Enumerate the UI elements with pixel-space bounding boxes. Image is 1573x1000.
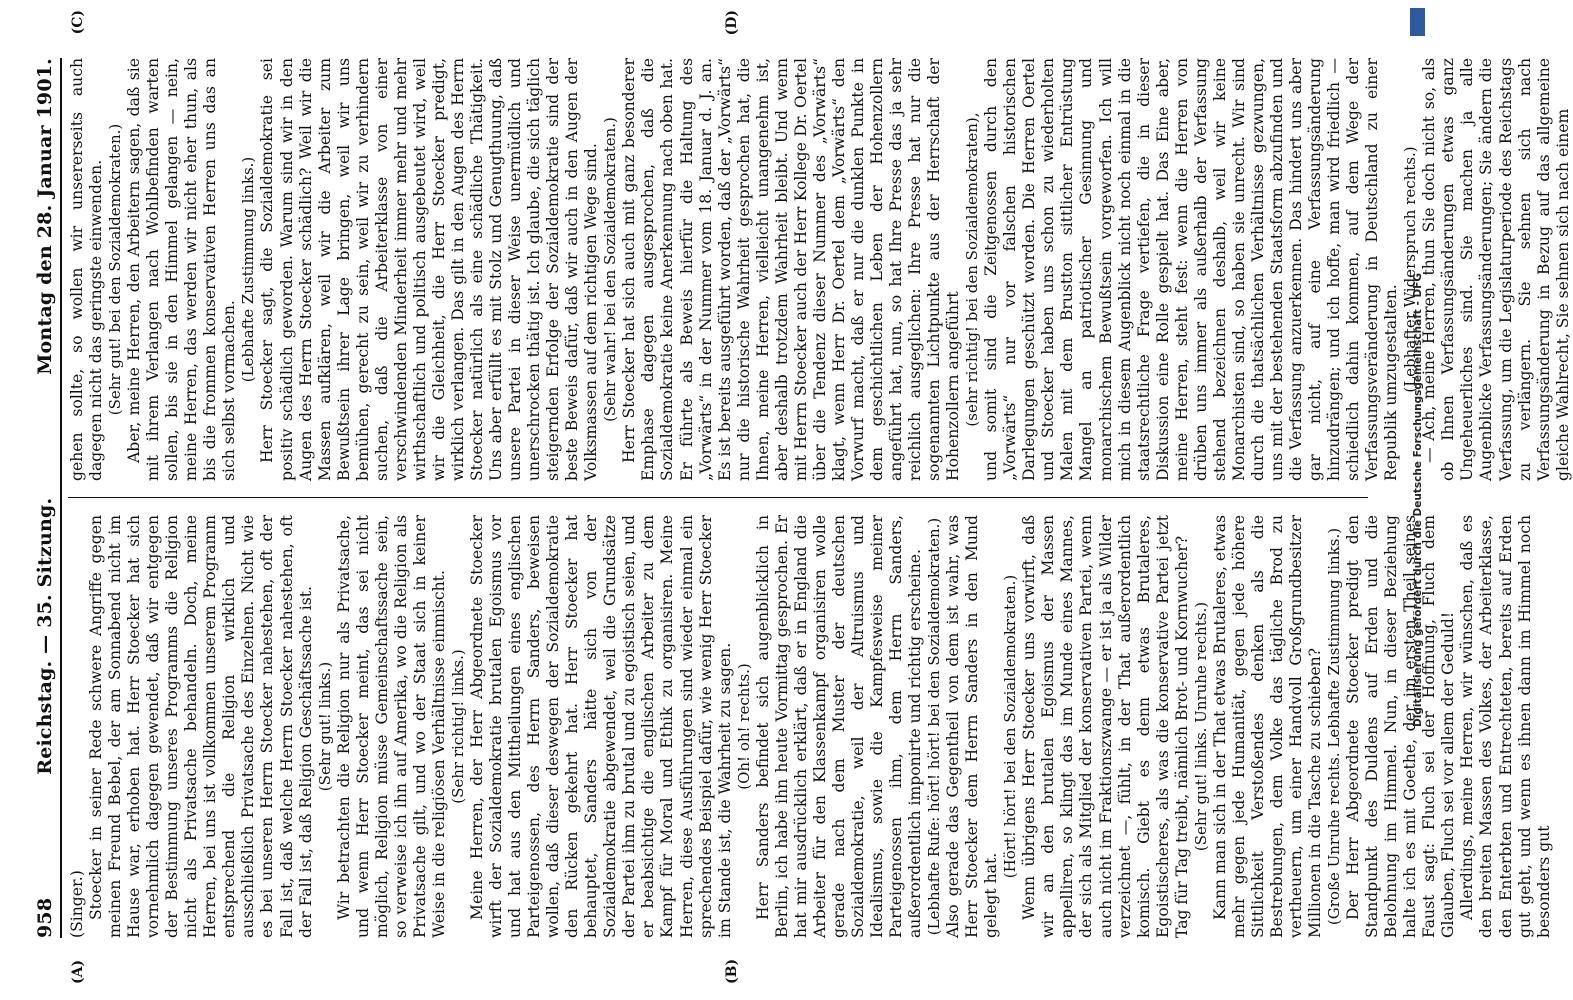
interjection: (Lebhafter Widerspruch rechts.) [1401,146,1420,393]
page-header [22,58,56,938]
paragraph: (Singer.) [68,870,86,938]
paragraph: Wenn übrigens Herr Stoecker uns vorwirft, daß wir an den brutalen Egoismus der Massen appelliren, so klingt das im Munde eines Mannes, der sich als Mitglied der konservativen Partei, wenn auch nicht im Fraktionszwange — er ist ja als Wilder verzeichnet —, fühlt, in der That außerordentlich komisch. Giebt es denn etwas Brutaleres, Egoistischeres, als was die konservative Partei jetzt Tag für Tag treibt, nämlich Brot- und Kornwucher? [1020,515,1191,938]
paragraph: Herr Stoecker hat sich auch mit ganz besonderer Emphase dagegen ausgesprochen, daß die Sozialdemokratie keine Anerkennung nach oben hat. Er führte als Beweis hierfür die Haltung des „Vorwärts“ in der Nummer vom 18. Januar d. J. an. Es ist bereits ausgeführt worden, daß der „Vorwärts“ nur die historische Wahrheit gesprochen hat, die Ihnen, meine Herren, vielleicht unangenehm ist, aber deshalb trotzdem Wahrheit bleibt. Und wenn mit Herrn Stoecker auch der Herr Kollege Dr. Oertel über die Tendenz dieser Nummer des „Vorwärts“ klagt, wenn Herr Dr. Oertel dem „Vorwärts“ den Vorwurf macht, daß er nur die dunklen Punkte in dem geschichtlichen Leben der Hohenzollern angeführt hat, nun, so hat Ihre Presse das ja sehr reichlich ausgeglichen: Ihre Presse hat nur die sogenannten Lichtpunkte aus der Herrschaft der Hohenzollern angeführt [620,58,963,481]
interjection: (Sehr gut! links.) [315,661,334,792]
column-divider [68,497,1368,498]
interjection: (Oh! oh! rechts.) [734,663,753,790]
interjection: (Sehr wahr! bei den Sozialdemokraten.) [601,117,620,422]
interjection: (Sehr gut! bei den Sozialdemokraten.) [106,123,125,416]
header-rule [60,58,62,938]
paragraph: Also gerade das Gegentheil von dem ist wahr, was Herr Stoecker dem Herrn Sanders in den Mund gelegt hat. [944,515,1001,938]
paragraph: Meine Herren, der Herr Abgeordnete Stoecker wirft der Sozialdemokratie brutalen Egoismus vor und hat aus den Mittheilungen eines englischen Parteigenossen, des Herrn Sanders, beweisen wollen, daß dieser deswegen der Sozialdemokratie den Rücken gekehrt hat. Herr Stoecker hat behauptet, Sanders hätte sich von der Sozialdemokratie abgewendet, weil die Grundsätze der Partei ihm zu brutal und zu egoistisch seien, und er beabsichtige die englischen Arbeiter zu dem Kampf für Moral und Ethik zu organisiren. Meine Herren, diese Ausführungen sind wieder einmal ein sprechendes Beispiel dafür, wie wenig Herr Stoecker im Stande ist, die Wahrheit zu sagen. [467,515,734,938]
paragraph: Der Herr Abgeordnete Stoecker predigt den Standpunkt des Duldens auf Erden und die Belohnung im Himmel. Nun, in dieser Beziehung halte ich es mit Goethe, der im ersten Theil seines Faust sagt: Fluch sei der Hoffnung, Fluch dem Glauben, Fluch sei vor allem der Geduld! [1344,515,1458,938]
left-column [68,515,1553,938]
interjection: (Lebhafte Rufe: hört! hört! bei den Sozialdemokraten.) [925,517,944,936]
paragraph: Herr Sanders befindet sich augenblicklich in Berlin, ich habe ihn heute Vormittag gesprochen. Er hat mir ausdrücklich erklärt, daß er in England die Arbeiter für den Klassenkampf organisiren wolle gerade nach dem Muster der deutschen Sozialdemokratie, weil der Altruismus und Idealismus, sowie die Kampfesweise meiner Parteigenossen ihm, dem Herrn Sanders, außerordentlich imponirte und richtig erscheine. [753,515,925,938]
paragraph: Kann man sich in der That etwas Brutaleres, etwas mehr gegen jede Humanität, gegen jede höhere Sittlichkeit Verstoßendes denken als die Bestrebungen, dem Volke das tägliche Brod zu vertheuern, um einer Handvoll Großgrundbesitzer Millionen in die Tasche zu schieben? [1210,515,1325,938]
interjection: (Hört! hört! bei den Sozialdemokraten.) [1001,574,1020,879]
margin-marker-a: (A) [70,959,86,984]
interjection: (sehr richtig! bei den Sozialdemokraten), [963,112,982,427]
paragraph: Herr Stoecker sagt, die Sozialdemokratie sei positiv schädlich geworden. Warum sind wir in den Augen des Herrn Stoecker schädlich? Weil wir die Massen aufklären, weil wir die Arbeiter zum Bewußtsein ihrer Lage bringen, weil wir uns bemühen, gerecht zu sein, weil wir zu verhindern suchen, daß die Arbeiterklasse von einer verschwindenden Minderheit immer mehr und mehr wirthschaftlich und politisch ausgebeutet wird, weil wir die Gleichheit, die Herr Stoecker predigt, wirklich verlangen. Das gilt in den Augen des Herrn Stoecker natürlich als eine schädliche Thätigkeit. Uns aber erfüllt es mit Stolz und Genugthuung, daß unsere Partei in dieser Weise unermüdlich und unerschrocken thätig ist. Ich glaube, die sich täglich steigernden Erfolge der Sozialdemokratie sind der beste Beweis dafür, daß wir auch in den Augen der Volksmassen auf dem richtigen Wege sind. [258,58,601,481]
paragraph: Stoecker in seiner Rede schwere Angriffe gegen meinen Freund Bebel, der am Sonnabend nicht im Hause war, erhoben hat. Herr Stoecker hat sich vornehmlich dagegen gewendet, daß wir entgegen der Bestimmung unseres Programms die Religion nicht als Privatsache behandeln. Doch, meine Herren, bei uns ist vollkommen unserem Programm entsprechend die Religion wirklich und ausschließlich Privatsache des Einzelnen. Nicht wie es bei unseren Herrn Stoecker nahestehen, oft der Fall ist, daß welche Herrn Stoecker nahestehen, oft der Fall ist, daß Religion Geschäftssache ist. [87,515,315,938]
running-title: Reichstag. — 35. Sitzung. [34,497,56,775]
paragraph: Allerdings, meine Herren, wir wünschen, daß es den breiten Massen des Volkes, der Arbeiterklasse, den Enterbten und Entrechteten, bereits auf Erden gut geht, und wenn es ihnen dann im Himmel noch besonders gut [1458,515,1553,938]
page-number: 958 [34,897,56,938]
margin-marker-c: (C) [70,10,86,35]
paragraph: — Ach, meine Herren, thun Sie doch nicht so, als ob Ihnen Verfassungsänderungen etwas ganz Ungeheuerliches sind. Sie machen ja alle Augenblicke Verfassungsänderungen; Sie ändern die Verfassung, um die Legislaturperiode des Reichstags zu verlängern. Sie sehnen sich nach Verfassungsänderung in Bezug auf das allgemeine gleiche Wahlrecht, Sie sehnen sich nach einem [1420,58,1572,481]
interjection: (Sehr richtig! links.) [448,649,467,804]
paragraph: gehen sollte, so wollen wir unsererseits auch dagegen nicht das geringste einwenden. [68,58,106,481]
interjection: (Große Unruhe rechts. Lebhafte Zustimmung links.) [1325,527,1344,926]
paragraph: Aber, meine Herren, den Arbeitern sagen, daß sie mit ihrem Verlangen nach Wohlbefinden warten sollen, bis sie in den Himmel gelangen — nein, meine Herren, das werden wir nicht eher thun, als bis die frommen konservativen Herren uns das an sich selbst vormachen. [125,58,239,481]
interjection: (Lebhafte Zustimmung links.) [239,156,258,383]
dfg-logo [1410,8,1425,36]
margin-marker-b: (B) [724,958,740,984]
digitization-credit: Digitalisierung gefördert durch die Deutsche Forschungsgemeinschaft - DFG [1412,273,1424,727]
paragraph: Wir betrachten die Religion nur als Privatsache, und wenn Herr Stoecker meint, das sei nicht möglich, Religion müsse Gemeinschaftssache sein, so verweise ich ihn auf Amerika, wo die Religion als Privatsache gilt, und wo der Staat sich in keiner Weise in die religiösen Verhältnisse einmischt. [334,515,448,938]
right-column [68,58,1572,481]
paragraph: und somit sind die Zeitgenossen durch den „Vorwärts“ nur vor falschen historischen Darlegungen geschützt worden. Die Herren Oertel und Stoecker haben uns schon zu wiederholten Malen mit dem Brustton sittlicher Entrüstung Mangel an patriotischer Gesinnung und monarchischem Bewußtsein vorgeworfen. Ich will mich in diesem Augenblick nicht noch einmal in die staatsrechtliche Frage vertiefen, die in dieser Diskussion eine Rolle gespielt hat. Das Eine aber, meine Herren, steht fest: wenn die Herren von drüben uns immer als außerhalb der Verfassung stehend bezeichnen deshalb, weil wir keine Monarchisten sind, so haben sie unrecht. Wir sind durch die thatsächlichen Verhältnisse gezwungen, uns mit der bestehenden Staatsform abzufinden und die Verfassung anzuerkennen. Das hindert uns aber gar nicht, auf eine Verfassungsänderung hinzudrängen; und ich hoffe, man wird friedlich — schiedlich dahin kommen, auf dem Wege der Verfassungsveränderung in Deutschland zu einer Republik umzugestalten. [982,58,1401,481]
margin-marker-d: (D) [724,10,740,36]
interjection: (Sehr gut! links. Unruhe rechts.) [1191,601,1210,852]
page-date: Montag den 28. Januar 1901. [34,58,56,375]
